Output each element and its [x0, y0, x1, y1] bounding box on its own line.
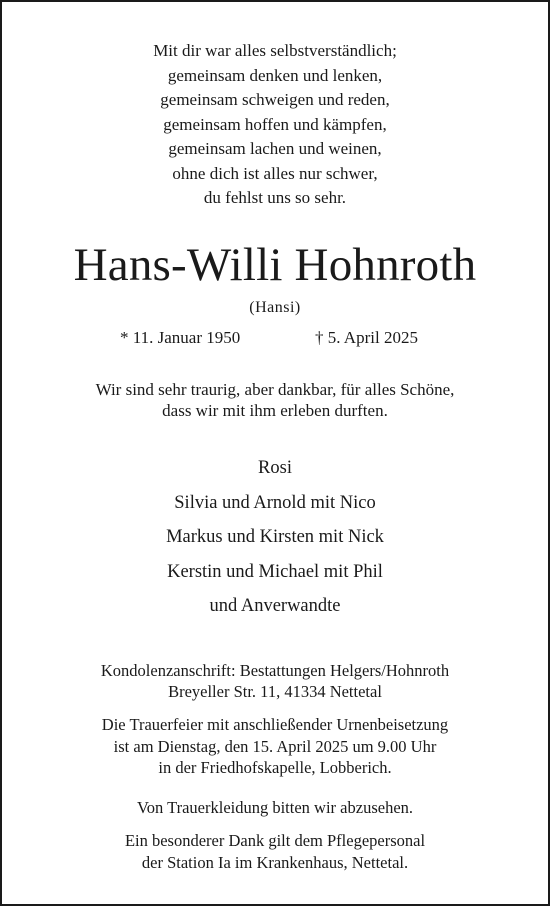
poem-line: gemeinsam hoffen und kämpfen, — [163, 114, 387, 134]
mourner-line: Markus und Kirsten mit Nick — [166, 527, 384, 547]
mourner-line: und Anverwandte — [209, 596, 341, 616]
poem-line: gemeinsam denken und lenken, — [167, 65, 383, 85]
thanks-line: Ein besonderer Dank gilt dem Pflegepersonal — [124, 831, 426, 850]
poem-line: Mit dir war alles selbstverständlich; — [153, 41, 397, 60]
death-date: † 5. April 2025 — [315, 328, 418, 347]
funeral-line: Die Trauerfeier mit anschließender Urnenbeisetzung — [101, 715, 449, 734]
funeral-details — [2, 714, 548, 779]
mourner-line: Kerstin und Michael mit Phil — [167, 561, 383, 582]
funeral-line: ist am Dienstag, den 15. April 2025 um 9.00 Uhr — [113, 736, 437, 756]
gratitude-statement — [2, 379, 548, 421]
funeral-line: in der Friedhofskapelle, Lobberich. — [158, 758, 392, 777]
poem-line: ohne dich ist alles nur schwer, — [172, 163, 378, 183]
address-line: Breyeller Str. 11, 41334 Nettetal — [168, 682, 382, 701]
deceased-nickname: (Hansi) — [249, 299, 301, 316]
special-thanks — [2, 830, 548, 874]
mourner-line: Silvia und Arnold mit Nico — [174, 492, 376, 513]
statement-line: dass wir mit ihm erleben durften. — [162, 401, 388, 420]
poem-line: gemeinsam lachen und weinen, — [168, 139, 382, 158]
mourner-line: Rosi — [258, 458, 292, 478]
condolence-address — [2, 660, 548, 702]
memorial-poem — [2, 39, 548, 211]
poem-line: du fehlst uns so sehr. — [203, 188, 347, 207]
deceased-name: Hans-Willi Hohnroth — [73, 239, 477, 291]
statement-line: Wir sind sehr traurig, aber dankbar, für alles Schöne, — [95, 380, 455, 399]
address-line: Kondolenzanschrift: Bestattungen Helgers/Hohnroth — [100, 661, 450, 680]
birth-date: * 11. Januar 1950 — [120, 328, 241, 347]
poem-line: gemeinsam schweigen und reden, — [160, 90, 390, 109]
thanks-line: der Station Ia im Krankenhaus, Nettetal. — [141, 853, 409, 872]
life-dates — [2, 325, 548, 351]
mourning-attire-note: Von Trauerkleidung bitten wir abzusehen. — [136, 798, 414, 817]
mourners-list — [2, 455, 548, 628]
